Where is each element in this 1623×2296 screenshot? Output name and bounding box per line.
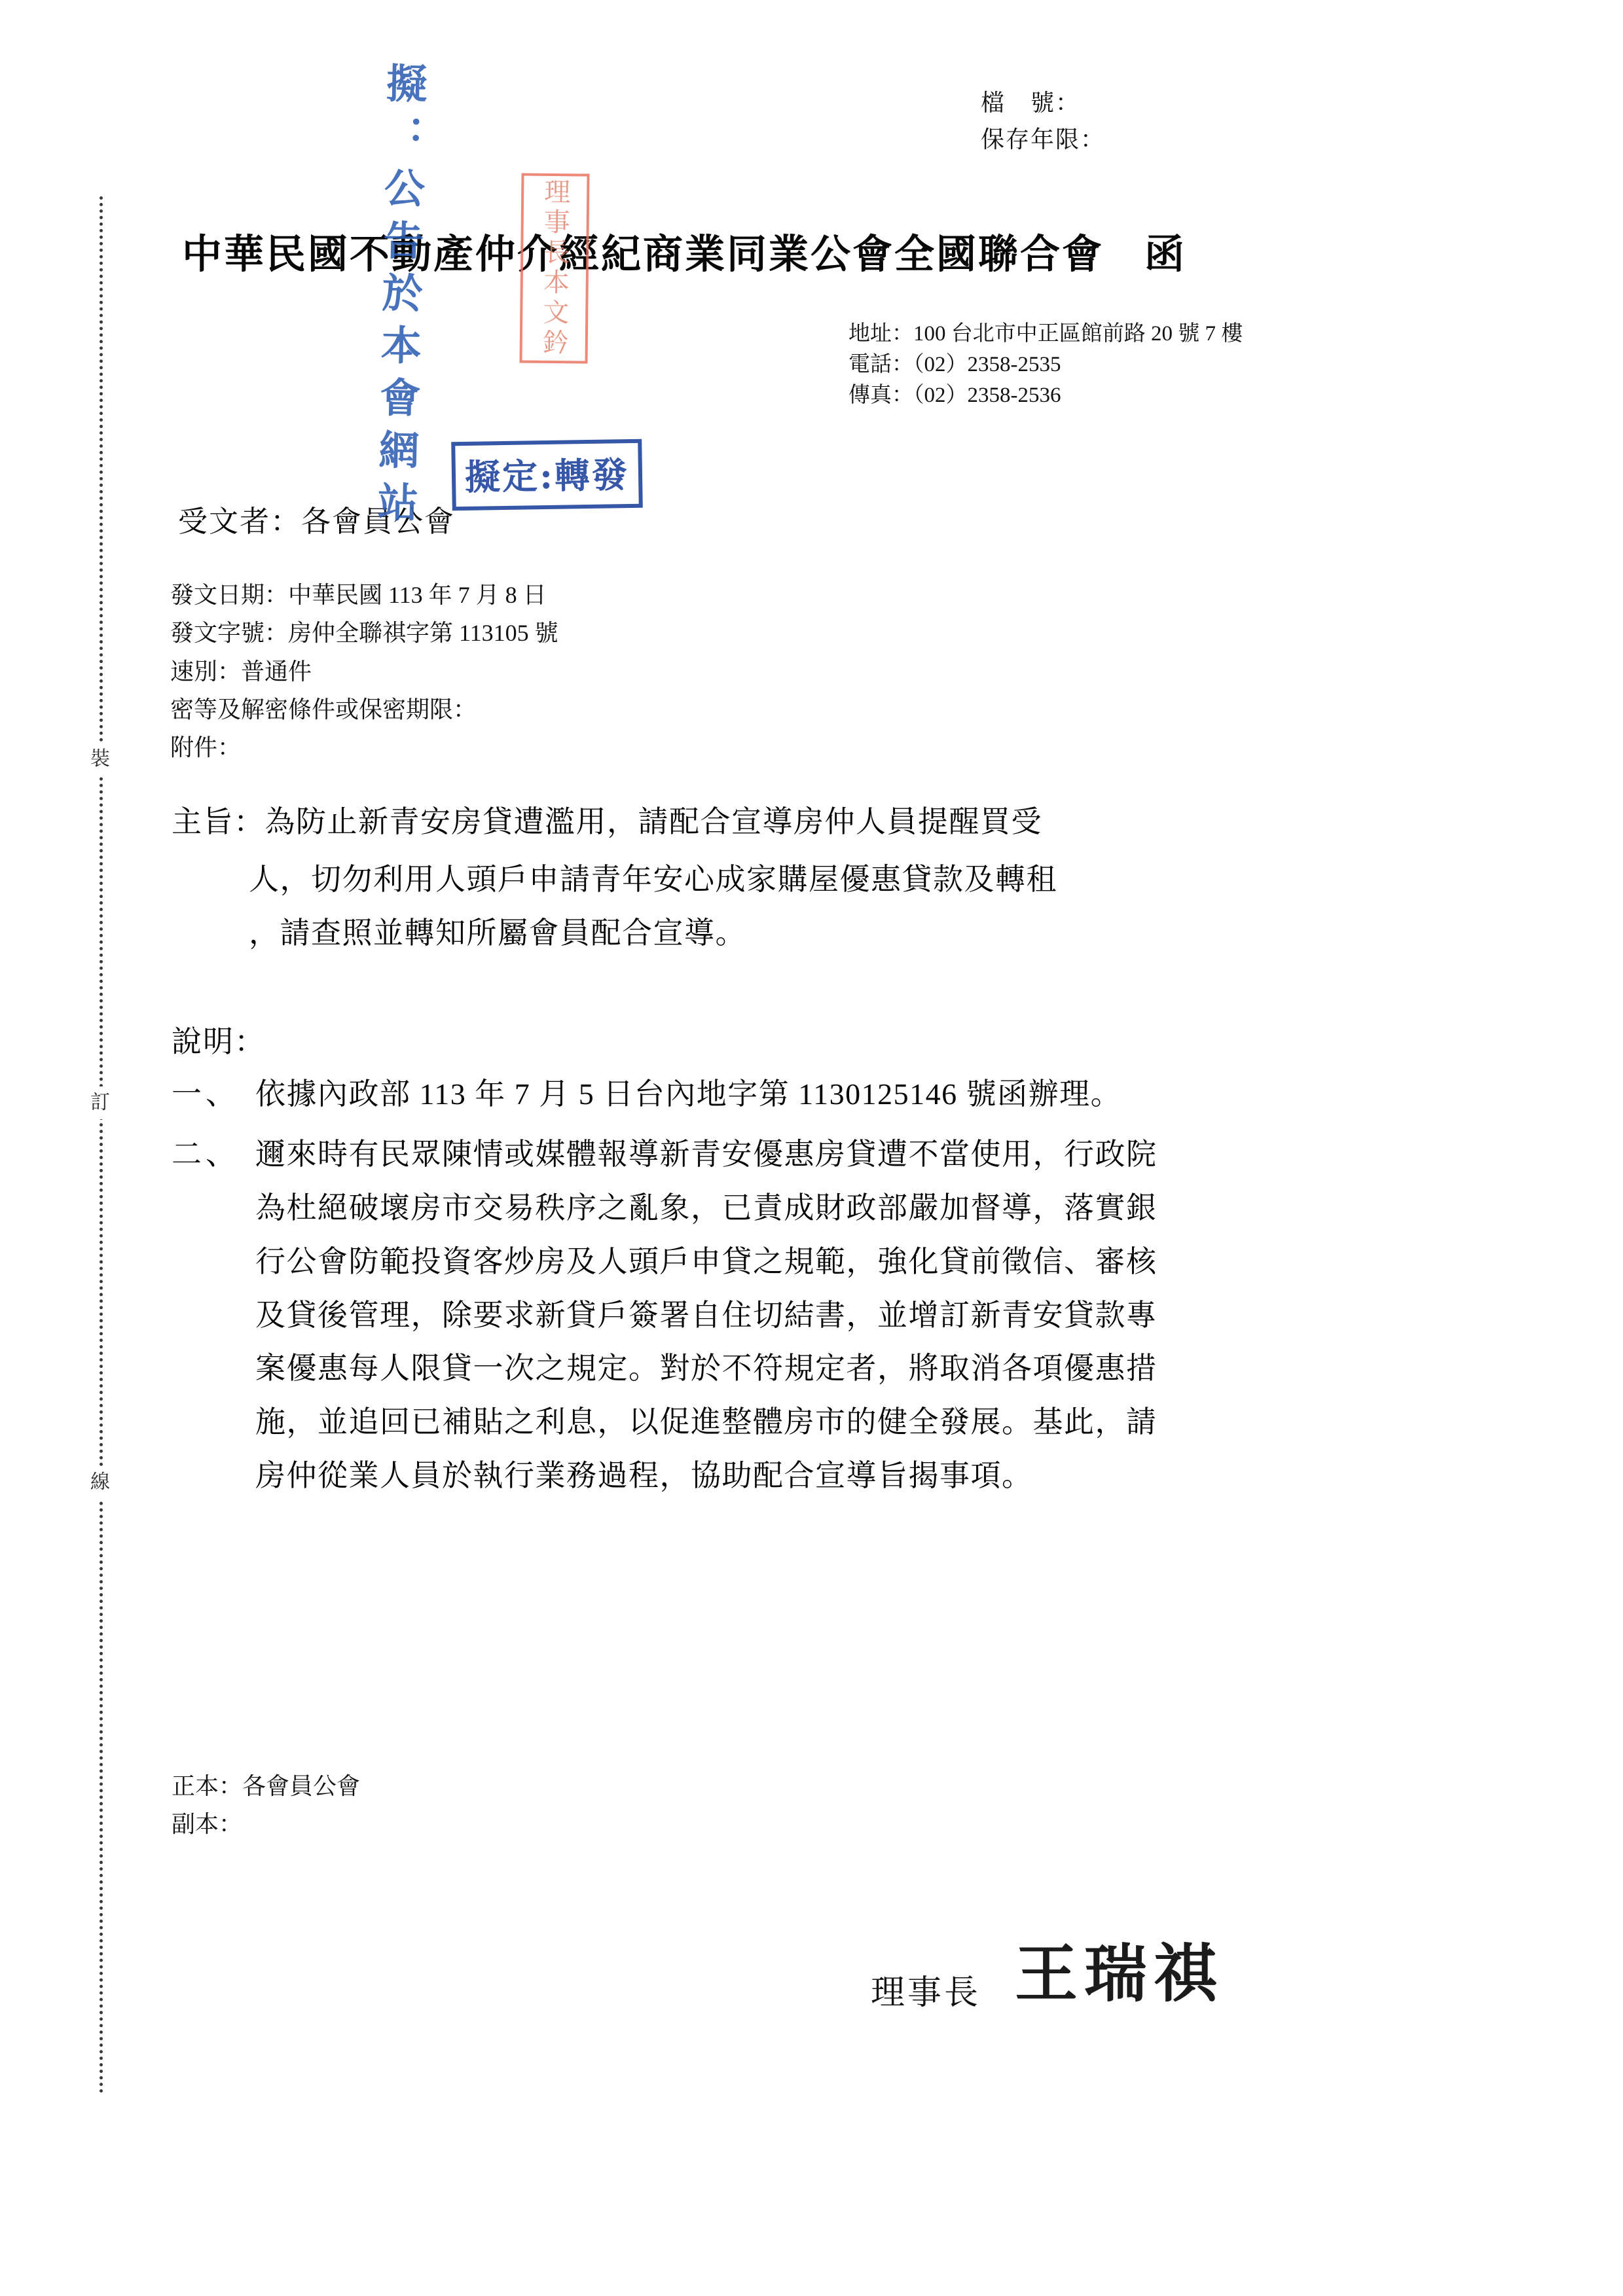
subject-label: 主旨： [172, 805, 265, 838]
signatory-title: 理事長 [871, 1975, 981, 2012]
phone-line: 電話：（02）2358-2535 [848, 352, 1061, 376]
item-body-2 [255, 1128, 1415, 1503]
signature-block [871, 1924, 1223, 2014]
explanation-item-2 [172, 1128, 1415, 1503]
retention-period-label: 保存年限： [981, 126, 1106, 152]
document-number-field: 發文字號：房仲全聯祺字第 113105 號 [170, 620, 558, 647]
approval-stamp: 擬定:轉發 [451, 439, 643, 511]
item-2-line-2: 為杜絕破壞房市交易秩序之亂象，已責成財政部嚴加督導，落實銀 [255, 1191, 1158, 1225]
item-2-line-6: 施，並追回已補貼之利息，以促進整體房市的健全發展。基此，請 [255, 1405, 1158, 1439]
item-2-line-7: 房仲從業人員於執行業務過程，協助配合宣導旨揭事項。 [255, 1459, 1033, 1493]
item-2-line-3: 行公會防範投資客炒房及人頭戶申貸之規範，強化貸前徵信、審核 [255, 1244, 1158, 1278]
file-number-label: 檔 號： [981, 90, 1081, 116]
signatory-name: 王瑞祺 [1015, 1937, 1224, 2011]
subject-section [172, 795, 1402, 960]
explanation-label: 說明： [172, 1025, 266, 1058]
subject-line-1 [172, 795, 1402, 849]
binding-mark-zhuang: 裝 [77, 743, 123, 776]
binding-dotted-line [100, 196, 103, 2094]
subject-line-3: ，請查照並轉知所屬會員配合宣導。 [249, 916, 746, 950]
issue-date-field: 發文日期：中華民國 113 年 7 月 8 日 [170, 582, 547, 608]
document-kind: 函 [1144, 233, 1187, 277]
binding-mark-xian: 線 [77, 1466, 123, 1499]
subject-text-1: 為防止新青安房貸遭濫用，請配合宣導房仲人員提醒買受 [264, 805, 1042, 838]
copy-recipients: 副本： [172, 1811, 243, 1838]
explanation-item-1 [172, 1067, 1415, 1121]
organization-name: 中華民國不動產仲介經紀商業同業公會全國聯合會 [182, 233, 1104, 277]
classification-field: 密等及解密條件或保密期限： [170, 696, 477, 723]
fax-line: 傳真：（02）2358-2536 [848, 383, 1061, 407]
document-metadata [170, 576, 558, 767]
red-seal-stamp: 理事長本文鈐 [519, 173, 589, 363]
original-recipients: 正本：各會員公會 [172, 1773, 361, 1799]
recipient-field: 受文者：各會員公會 [178, 505, 456, 538]
item-2-line-5: 案優惠每人限貸一次之規定。對於不符規定者，將取消各項優惠措 [255, 1352, 1158, 1386]
item-2-line-1: 邇來時有民眾陳情或媒體報導新青安優惠房貸遭不當使用，行政院 [255, 1137, 1158, 1171]
binding-mark-ding: 訂 [77, 1086, 123, 1119]
item-1-line-1: 依據內政部 113 年 7 月 5 日台內地字第 1130125146 號函辦理。 [255, 1077, 1122, 1111]
page-title [182, 223, 1186, 279]
subject-line-2: 人，切勿利用人頭戶申請青年安心成家購屋優惠貸款及轉租 [249, 862, 1057, 896]
attachment-field: 附件： [170, 734, 242, 761]
handwritten-note: 擬：公告於本會網站 [370, 62, 428, 534]
contact-block [848, 319, 1243, 411]
item-body-1 [255, 1067, 1415, 1121]
item-number-2: 二、 [172, 1137, 240, 1171]
distribution-block [172, 1767, 360, 1844]
archive-header [981, 85, 1105, 158]
item-number-1: 一、 [172, 1077, 240, 1111]
explanation-section [172, 1018, 1415, 1503]
item-2-line-4: 及貸後管理，除要求新貸戶簽署自住切結書，並增訂新青安貸款專 [255, 1298, 1158, 1332]
speed-field: 速別：普通件 [170, 658, 312, 685]
address-line: 地址：100 台北市中正區館前路 20 號 7 樓 [848, 322, 1243, 346]
